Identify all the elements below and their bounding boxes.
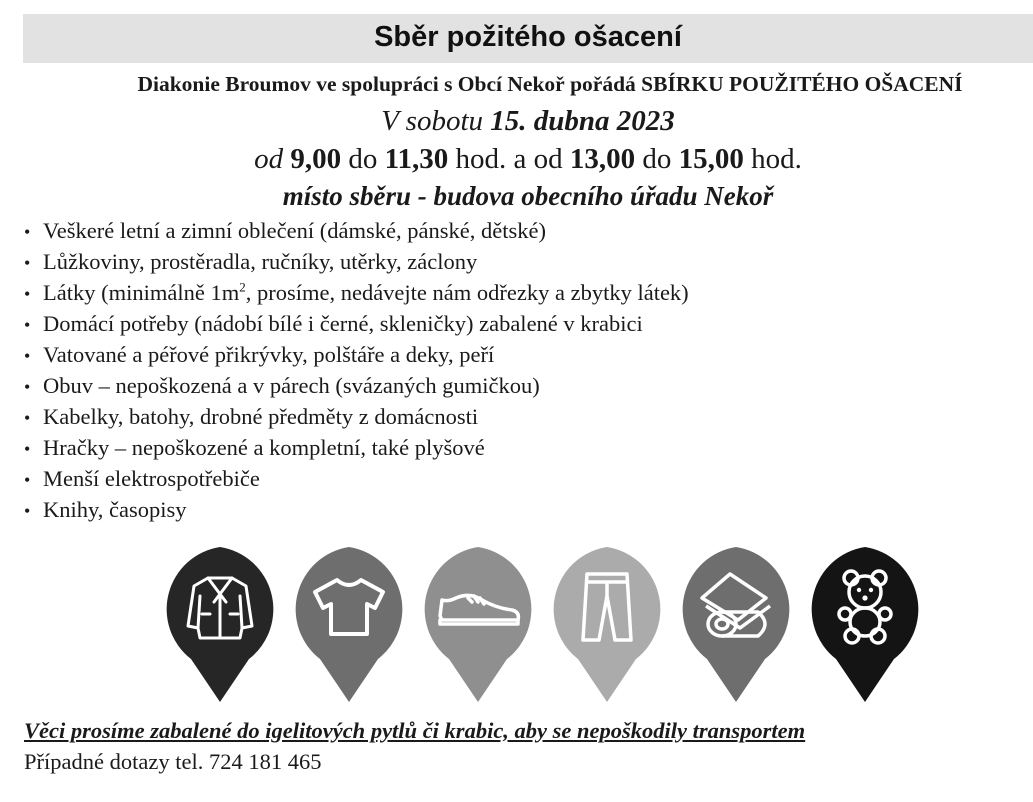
time-line (23, 143, 1033, 176)
time-to-1: 11,30 (384, 143, 449, 175)
list-item-text: Kabelky, batohy, drobné předměty z domácnosti (43, 404, 479, 429)
icon-row (156, 547, 930, 702)
intro-middle: ve spolupráci s Obcí Nekoř pořádá (316, 72, 636, 96)
tshirt-icon (296, 547, 403, 702)
teddy-bear-icon (812, 547, 919, 702)
jacket-icon (167, 547, 274, 702)
time-do-2: do (642, 143, 672, 175)
bullet: • (24, 222, 31, 242)
list-item-text: Veškeré letní a zimní oblečení (dámské, pánské, dětské) (43, 218, 546, 243)
list-item-text: Domácí potřeby (nádobí bílé i černé, skleničky) zabalené v krabici (43, 311, 643, 336)
list-item-text: Knihy, časopisy (43, 497, 187, 522)
trousers-icon (554, 547, 661, 702)
page-title: Sběr požitého ošacení (374, 21, 682, 53)
bullet: • (24, 377, 31, 397)
list-item (24, 463, 689, 494)
time-suffix: hod. (751, 143, 802, 175)
bullet: • (24, 284, 31, 304)
list-item-text: Vatované a péřové přikrývky, polštáře a deky, peří (43, 342, 495, 367)
bullet: • (24, 253, 31, 273)
time-do-1: do (348, 143, 378, 175)
list-item (24, 432, 689, 463)
bullet: • (24, 346, 31, 366)
list-item (24, 277, 689, 308)
superscript: 2 (239, 279, 246, 295)
sneaker-icon (425, 547, 532, 702)
date-line (23, 105, 1033, 138)
list-item (24, 401, 689, 432)
time-from-1: 9,00 (290, 143, 342, 175)
bullet: • (24, 470, 31, 490)
time-to-2: 15,00 (678, 143, 744, 175)
list-item (24, 494, 689, 525)
bullet: • (24, 501, 31, 521)
list-item (24, 308, 689, 339)
time-from-2: 13,00 (569, 143, 636, 175)
list-item (24, 215, 689, 246)
list-item-text: Menší elektrospotřebiče (43, 466, 260, 491)
bullet: • (24, 408, 31, 428)
icon-row-graphic (156, 547, 930, 702)
bullet: • (24, 439, 31, 459)
time-mid: hod. a od (455, 143, 563, 175)
date-prefix: V sobotu (381, 105, 484, 137)
intro-line (23, 72, 1033, 97)
organizer-name: Diakonie Broumov (137, 72, 311, 96)
packing-note: Věci prosíme zabalené do igelitových pytlů či krabic, aby se nepoškodily transportem (24, 718, 806, 743)
list-item-text: Obuv – nepoškozená a v párech (svázaných gumičkou) (43, 373, 540, 398)
list-item-text: Látky (minimálně 1m (43, 280, 240, 305)
bedding-icon (683, 547, 790, 702)
time-od: od (254, 143, 284, 175)
item-list (24, 215, 689, 525)
contact-phone: Případné dotazy tel. 724 181 465 (24, 749, 322, 774)
list-item-text: Hračky – nepoškozené a kompletní, také plyšové (43, 435, 485, 460)
list-item (24, 339, 689, 370)
event-name: SBÍRKU POUŽITÉHO OŠACENÍ (641, 72, 963, 96)
date-value: 15. dubna 2023 (490, 105, 675, 137)
list-item (24, 370, 689, 401)
list-item (24, 246, 689, 277)
list-item-text: Lůžkoviny, prostěradla, ručníky, utěrky, záclony (43, 249, 478, 274)
collection-place: místo sběru - budova obecního úřadu Nekoř (282, 181, 774, 211)
list-item-text: , prosíme, nedávejte nám odřezky a zbytky látek) (245, 280, 689, 305)
bullet: • (24, 315, 31, 335)
